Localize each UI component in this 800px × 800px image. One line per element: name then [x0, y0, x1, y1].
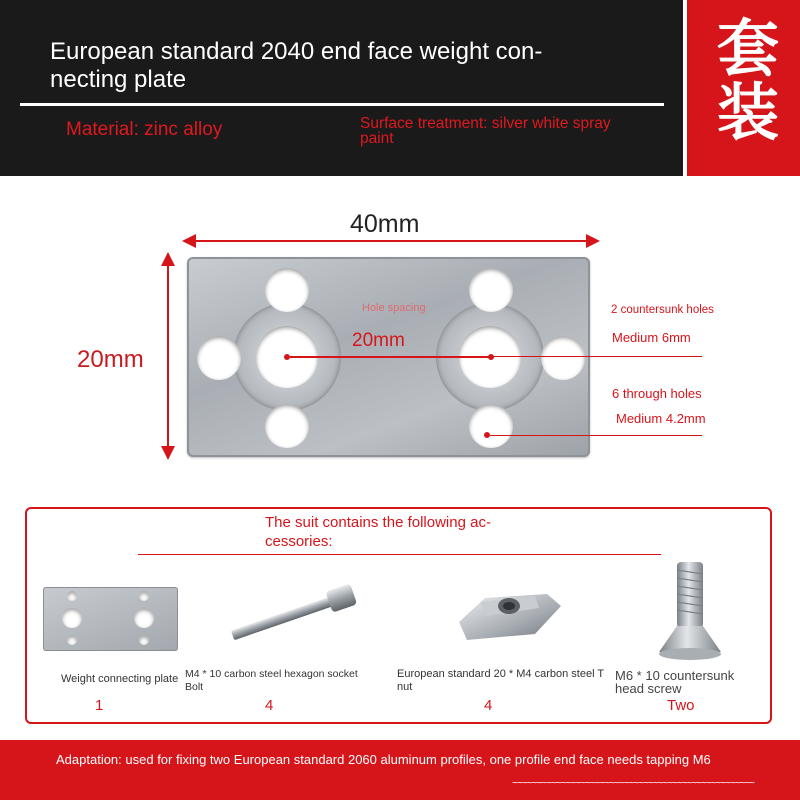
adaptation-text: Adaptation: used for fixing two European standard 2060 aluminum profiles, one profile end face needs tapping M6: [56, 752, 711, 767]
arrow-left-icon: [182, 233, 196, 249]
surface-treatment-text: Surface treatment: silver white spray paint: [360, 115, 611, 147]
accessories-title: The suit contains the following ac- cessories:: [265, 514, 491, 550]
product-title: European standard 2040 end face weight con- necting plate: [50, 38, 543, 93]
plate-hole: [67, 591, 77, 601]
hex-socket-bolt-image: [225, 578, 365, 650]
countersunk-caption: 2 countersunk holes: [611, 304, 714, 316]
plate-hole: [134, 608, 154, 628]
arrow-down-icon: [160, 446, 176, 460]
accessory-label: European standard 20 * M4 carbon steel T nut: [397, 668, 604, 693]
plate-hole: [67, 635, 77, 645]
plate-hole: [62, 608, 82, 628]
accessory-label: M4 * 10 carbon steel hexagon socket Bolt: [185, 668, 358, 693]
through-hole: [469, 268, 513, 312]
accessory-label: M6 * 10 countersunk head screw: [615, 668, 735, 696]
through-hole-leader-line: [490, 435, 702, 436]
accessory-qty: 4: [484, 697, 493, 714]
height-dimension-label: 20mm: [77, 346, 144, 373]
width-dimension-line: [186, 240, 596, 242]
hole-spacing-line: [290, 356, 490, 358]
hole-spacing-value: 20mm: [352, 330, 405, 351]
accessory-label: Weight connecting plate: [61, 673, 179, 685]
set-label: 套装: [716, 15, 779, 148]
height-dimension-line: [167, 256, 169, 456]
arrow-right-icon: [586, 233, 600, 249]
through-hole: [265, 268, 309, 312]
plate-hole: [139, 635, 149, 645]
title-underline: [20, 103, 664, 106]
through-hole: [265, 404, 309, 448]
countersunk-value: Medium 6mm: [612, 330, 691, 345]
countersunk-leader-line: [490, 356, 702, 357]
accessories-title-rule: [138, 554, 661, 555]
through-hole: [197, 336, 241, 380]
accessory-qty: 1: [95, 697, 104, 714]
hole-spacing-caption: Hole spacing: [362, 302, 426, 314]
through-hole: [541, 336, 585, 380]
footer-banner: [0, 740, 800, 800]
through-hole-caption: 6 through holes: [612, 386, 702, 401]
countersunk-screw-image: [655, 558, 725, 664]
arrow-up-icon: [160, 252, 176, 266]
t-nut-image: [455, 578, 565, 648]
through-hole-value: Medium 4.2mm: [616, 411, 706, 426]
footer-wave-decoration: ~~~~~~~~~~~~~~~~~~~~~~~~~~~~~~~~~~~~~~~~~~~~~~~~~~: [512, 778, 754, 788]
accessory-qty: 4: [265, 697, 274, 714]
through-hole: [469, 404, 513, 448]
width-dimension-label: 40mm: [350, 210, 420, 238]
material-text: Material: zinc alloy: [66, 119, 223, 140]
accessory-qty: Two: [667, 697, 695, 714]
plate-hole: [139, 591, 149, 601]
